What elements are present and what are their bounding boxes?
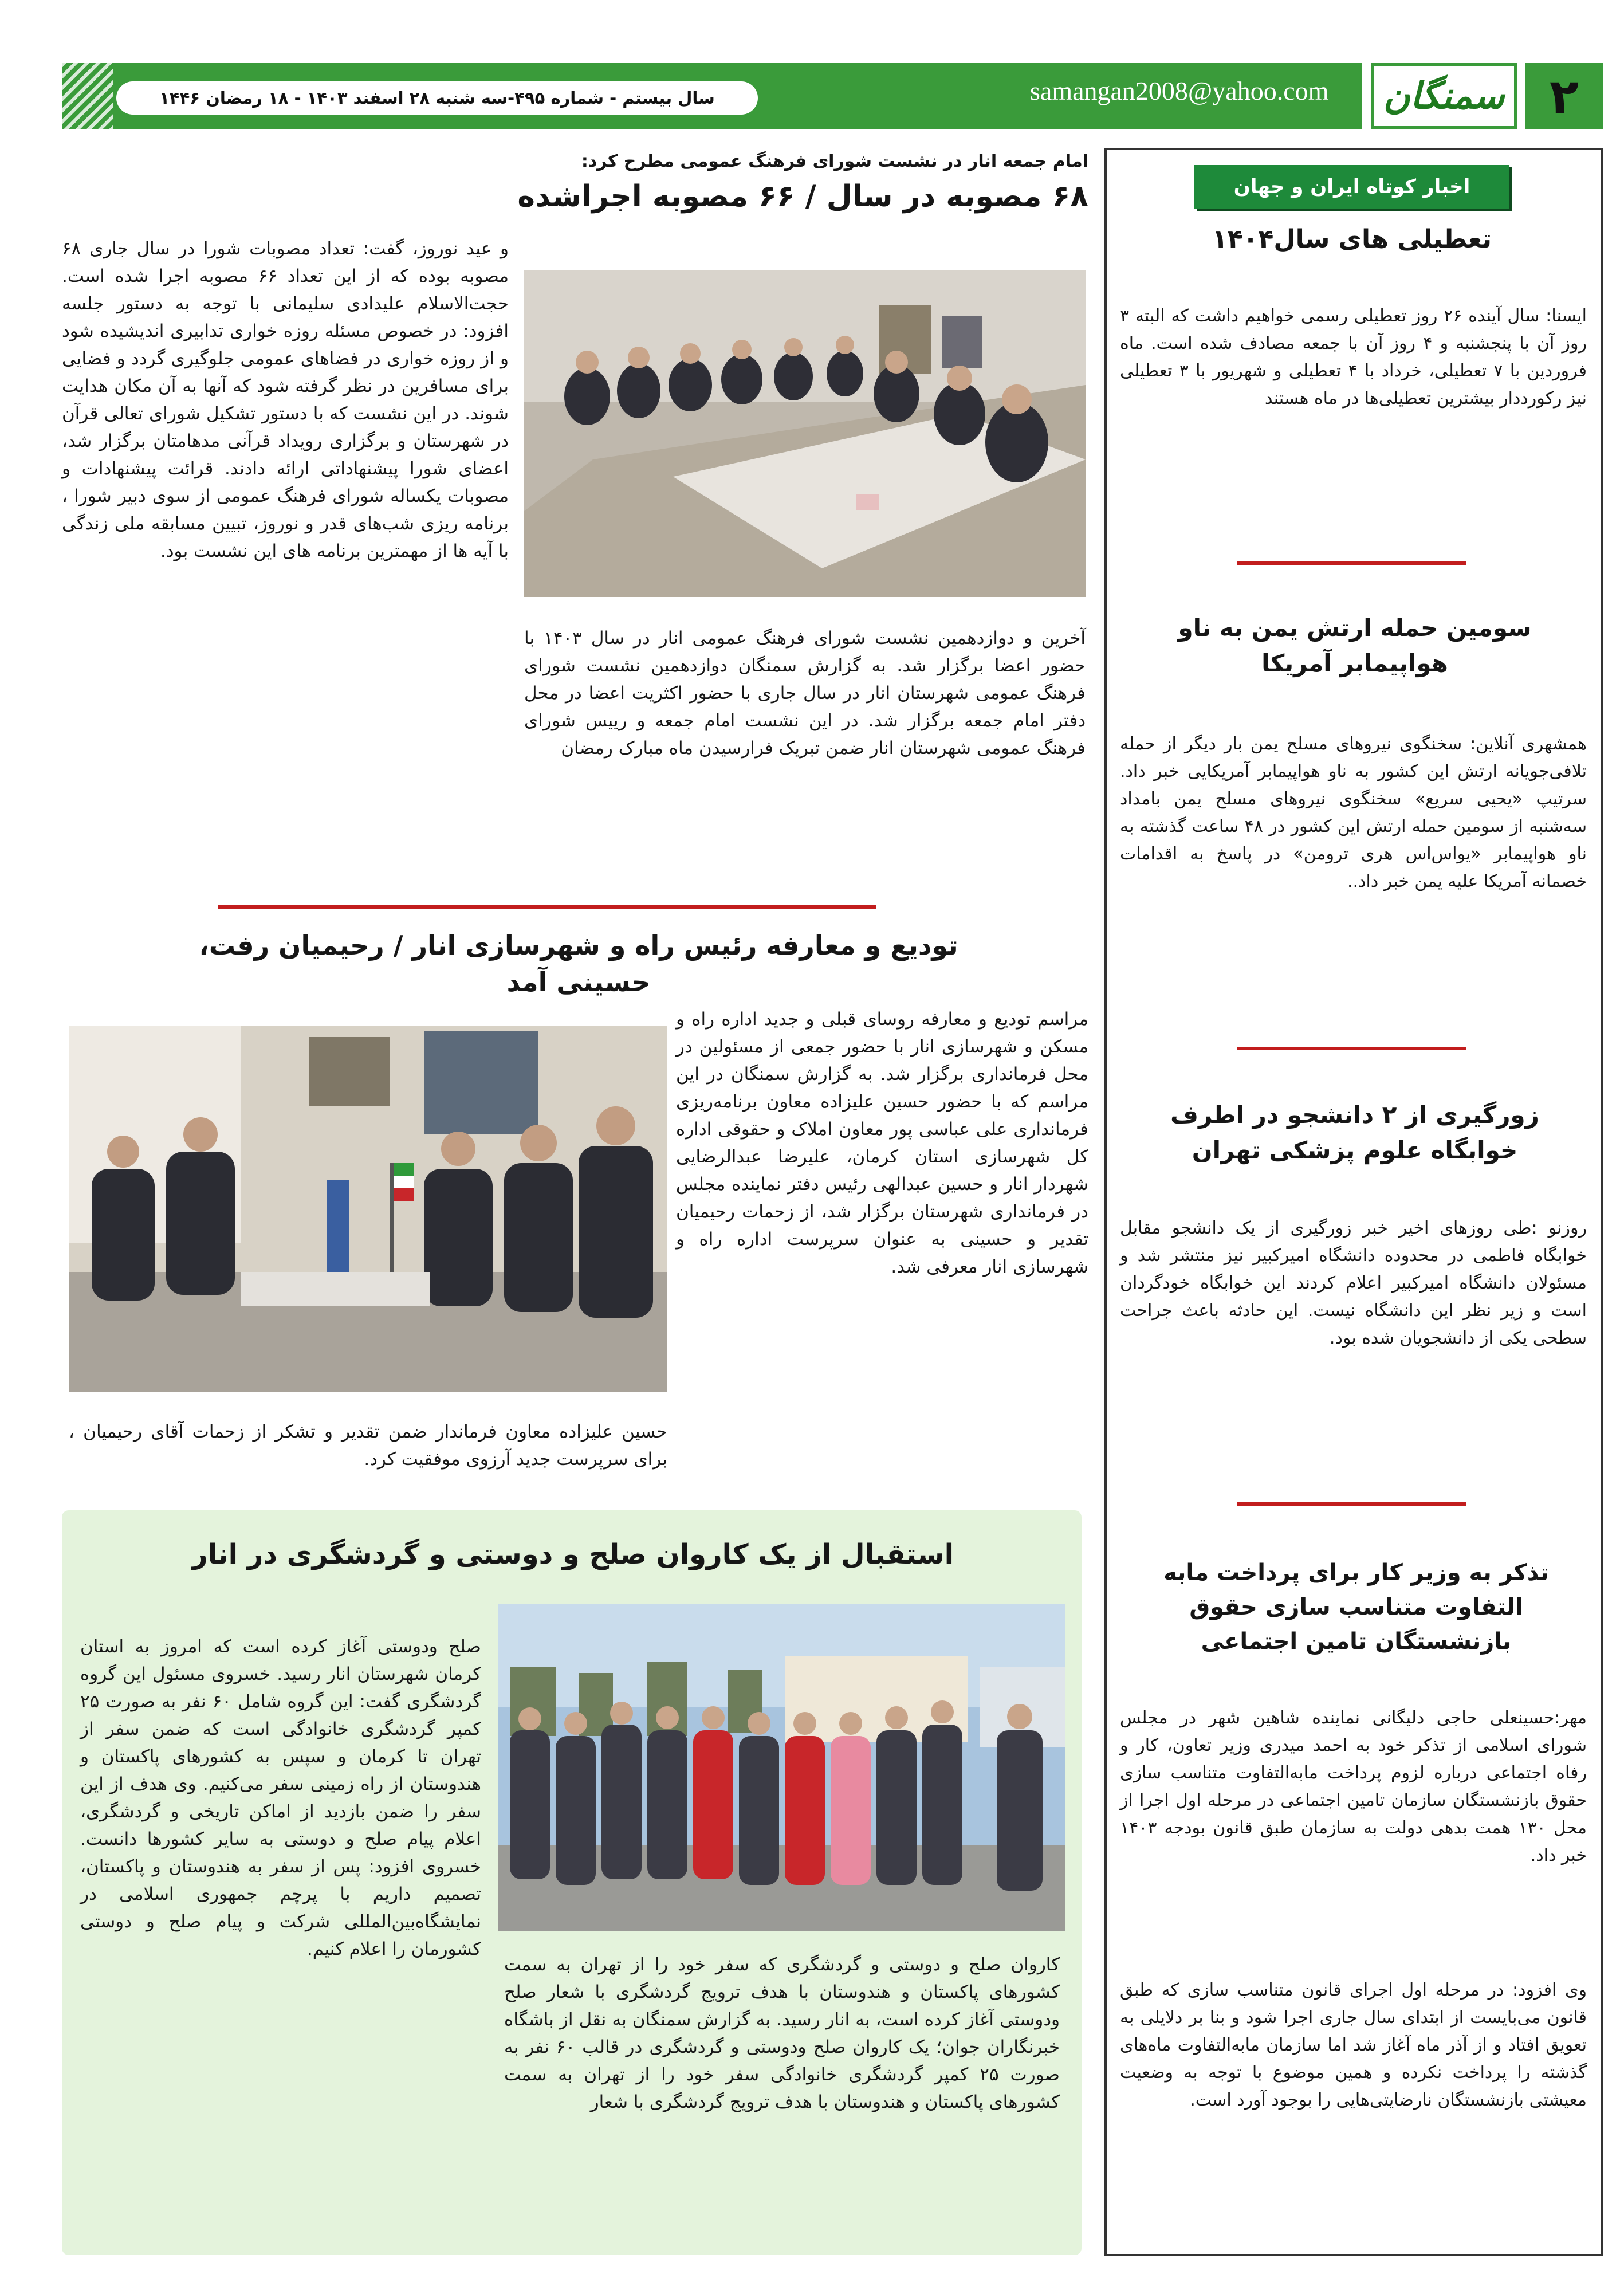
article-body: صلح ودوستی آغاز کرده است که امروز به استان کرمان شهرستان انار رسید. خسروی مسئول این گروه گردشگری گفت: این گروه شامل ۶۰ نفر به صورت ۲۵ کمپر گردشگری خانوادگی است که ضمن سفر از تهران تا کرمان و سپس به کشورهای پاکستان و هندوستان از راه زمینی سفر می‌کنیم. وی هدف از این سفر را ضمن بازدید از اماکن تاریخی و گردشگری، اعلام پیام صلح و دوستی به سایر کشورها دانست. خسروی افزود: پس از سفر به هندوستان و پاکستان، تصمیم داریم با پرچم جمهوری اسلامی در نمایشگاه‌بین‌المللی شرکت و پیام صلح و دوستی کشورمان را اعلام کنیم. bbox=[80, 1636, 481, 1959]
sidebar-item-title: تعطیلی های سال۱۴۰۴ bbox=[1212, 225, 1492, 254]
peace-caravan-photo bbox=[498, 1604, 1065, 1931]
peace-caravan-photo-art bbox=[498, 1604, 1065, 1931]
separator-rule bbox=[1237, 1047, 1466, 1050]
sidebar-item-title: زورگیری از ۲ دانشجو در اطرف خوابگاه علوم پزشکی تهران bbox=[1170, 1101, 1539, 1164]
article-body: کاروان صلح و دوستی و گردشگری که سفر خود را از تهران به سمت کشورهای پاکستان و هندوستان با هدف ترویج گردشگری با شعار صلح ودوستی آغاز کرده است، به انار رسید. به گزارش سمنگان به نقل از باشگاه خبرنگاران جوان؛ یک کاروان صلح ودوستی و گردشگری در قالب ۶۰ نفر به صورت ۲۵ کمپر گردشگری خانوادگی سفر خود را از تهران به سمت کشورهای پاکستان و هندوستان با هدف ترویج گردشگری با شعار bbox=[504, 1954, 1060, 2112]
sidebar-item-body: مهر:حسینعلی حاجی دلیگانی نماینده شاهین شهر در مجلس شورای اسلامی از تذکر خود به احمد میدری وزیر تعاون، کار و رفاه اجتماعی درباره لزوم پرداخت مابه‌التفاوت متناسب سازی حقوق بازنشستگان سازمان تامین اجتماعی در مرحله اول اجرا از محل ۱۳۰ همت بدهی دولت به سازمان طبق قانون بودجه ۱۴۰۳ خبر داد. bbox=[1120, 1708, 1587, 1865]
masthead-pattern bbox=[62, 63, 113, 129]
photo-caption: حسین علیزاده معاون فرماندار ضمن تقدیر و تشکر از زحمات آقای رحیمیان ، برای سرپرست جدید آرزوی موفقیت کرد. bbox=[69, 1421, 667, 1470]
sidebar-item-title: سومین حمله ارتش یمن به ناو هواپیمابر آمریکا bbox=[1178, 614, 1532, 677]
sidebar-tag: اخبار کوتاه ایران و جهان bbox=[1194, 165, 1509, 209]
sidebar-item-title: تذکر به وزیر کار برای پرداخت مابه التفاوت متناسب سازی حقوق بازنشستگان تامین اجتماعی bbox=[1163, 1560, 1549, 1655]
article-title: تودیع و معارفه رئیس راه و شهرسازی انار / رحیمیان رفت، حسینی آمد bbox=[199, 930, 958, 997]
farewell-ceremony-photo bbox=[69, 1026, 667, 1392]
sidebar-item-body: همشهری آنلاین: سخنگوی نیروهای مسلح یمن بار دیگر از حمله تلافی‌جویانه ارتش این کشور به ناو هواپیمابر آمریکایی خبر داد. سرتیپ «یحیی سریع» سخنگوی نیروهای مسلح یمن بامداد سه‌شنبه از سومین حمله ارتش این کشور در ۴۸ ساعت گذشته به ناو هواپیمابر «یواس‌اس هری ترومن» در پاسخ به اقدامات خصمانه آمریکا علیه یمن خبر داد.. bbox=[1120, 734, 1587, 891]
masthead-bar bbox=[62, 63, 1362, 129]
masthead bbox=[62, 63, 1603, 129]
issue-info: سال بیستم - شماره ۴۹۵-سه شنبه ۲۸ اسفند ۱۴۰۳ - ۱۸ رمضان ۱۴۴۶ bbox=[116, 81, 758, 115]
separator-rule bbox=[218, 905, 876, 909]
sidebar-item-body: وی افزود: در مرحله اول اجرای قانون متناسب سازی که طبق قانون می‌بایست از ابتدای سال جاری اجرا شود و بنا بر دلایلی به تعویق افتاد و از آذر ماه آغاز شد اما سازمان مابه‌التفاوت ماه‌های گذشته را پرداخت نکرده و همین موضوع با توجه به وضعیت معیشتی بازنشستگان نارضایتی‌هایی را بوجود آورد است. bbox=[1120, 1980, 1587, 2110]
article-body: آخرین و دوازدهمین نشست شورای فرهنگ عمومی انار در سال ۱۴۰۳ با حضور اعضا برگزار شد. به گزارش سمنگان دوازدهمین نشست شورای فرهنگ عمومی شهرستان انار در سال جاری با حضور اکثریت اعضا در محل دفتر امام جمعه برگزار شد. در این نشست امام جمعه و رییس شورای فرهنگ عمومی شهرستان انار ضمن تبریک فرارسیدن ماه مبارک رمضان bbox=[524, 628, 1086, 759]
news-sidebar bbox=[1104, 148, 1603, 2256]
article-kicker: امام جمعه انار در نشست شورای فرهنگ عمومی مطرح کرد: bbox=[581, 151, 1088, 171]
contact-email: samangan2008@yahoo.com bbox=[1030, 76, 1329, 105]
page-number: ۲ bbox=[1525, 63, 1603, 129]
article-body: مراسم تودیع و معارفه روسای قبلی و جدید اداره راه و مسکن و شهرسازی انار با حضور جمعی از مسئولین در محل فرمانداری برگزار شد. به گزارش سمنگان در این مراسم که با حضور حسین علیزاده معاون برنامه‌ریزی فرمانداری علی عباسی پور معاون املاک و حقوقی اداره کل شهرسازی استان کرمان، علیرضا عبدالرضایی شهردار انار و حسین عبدالهی رئیس دفتر نماینده مجلس در فرمانداری شهرستان برگزار شد، از زحمات رحیمیان تقدیر و حسینی به عنوان سرپرست اداره راه و شهرسازی انار معرفی شد. bbox=[676, 1009, 1088, 1277]
article-body: و عید نوروز، گفت: تعداد مصوبات شورا در سال جاری ۶۸ مصوبه بوده که از این تعداد ۶۶ مصوبه اجرا شده است. حجت‌الاسلام علیدادی سلیمانی با توجه به دستور جلسه افزود: در خصوص مسئله روزه خواری تدابیری اندیشیده شود و از روزه خواری در فضاهای عمومی جلوگیری گردد و فضایی برای مسافرین در نظر گرفته شود که آنها به آن مکان هدایت شوند. در این نشست که با دستور تشکیل شورای تعالی قرآن در شهرستان و برگزاری رویداد قرآنی مدهامتان برگزار شد، اعضای شورا پیشنهاداتی ارائه دادند. قرائت پیشنهادات و مصوبات یکساله شورای فرهنگ عمومی از سوی دبیر شورا ، برنامه ریزی شب‌های قدر و نوروز، تبیین مسابقه ملی زندگی با آیه ها از مهمترین برنامه های این نشست بود. bbox=[62, 238, 509, 561]
sidebar-item-body: روزنو :طی روزهای اخیر خبر زورگیری از یک دانشجو مقابل خوابگاه فاطمی در محدوده دانشگاه امیرکبیر نیز منتشر شد و مسئولان دانشگاه امیرکبیر اعلام کردند این خوابگاه خودگردان است و زیر نظر این دانشگاه نیست. این حادثه باعث جراحت سطحی یکی از دانشجویان شده بود. bbox=[1120, 1218, 1587, 1348]
council-meeting-photo bbox=[524, 270, 1086, 597]
article-title: ۶۸ مصوبه در سال / ۶۶ مصوبه اجراشده bbox=[517, 179, 1088, 214]
separator-rule bbox=[1237, 561, 1466, 565]
council-meeting-photo-art bbox=[524, 270, 1086, 597]
newspaper-logo: سمنگان bbox=[1371, 63, 1517, 129]
farewell-ceremony-photo-art bbox=[69, 1026, 667, 1392]
article-title: استقبال از یک کاروان صلح و دوستی و گردشگری در انار bbox=[191, 1538, 954, 1570]
separator-rule bbox=[1237, 1502, 1466, 1506]
sidebar-item-body: ایسنا: سال آینده ۲۶ روز تعطیلی رسمی خواهیم داشت که البته ۳ روز آن با پنجشنبه و ۴ روز آن با جمعه مصادف شده است. ماه فروردین با ۷ تعطیلی، خرداد با ۴ تعطیلی و شهریور با ۳ تعطیلی نیز رکورددار بیشترین تعطیلی‌ها در ماه هستند bbox=[1120, 306, 1587, 409]
